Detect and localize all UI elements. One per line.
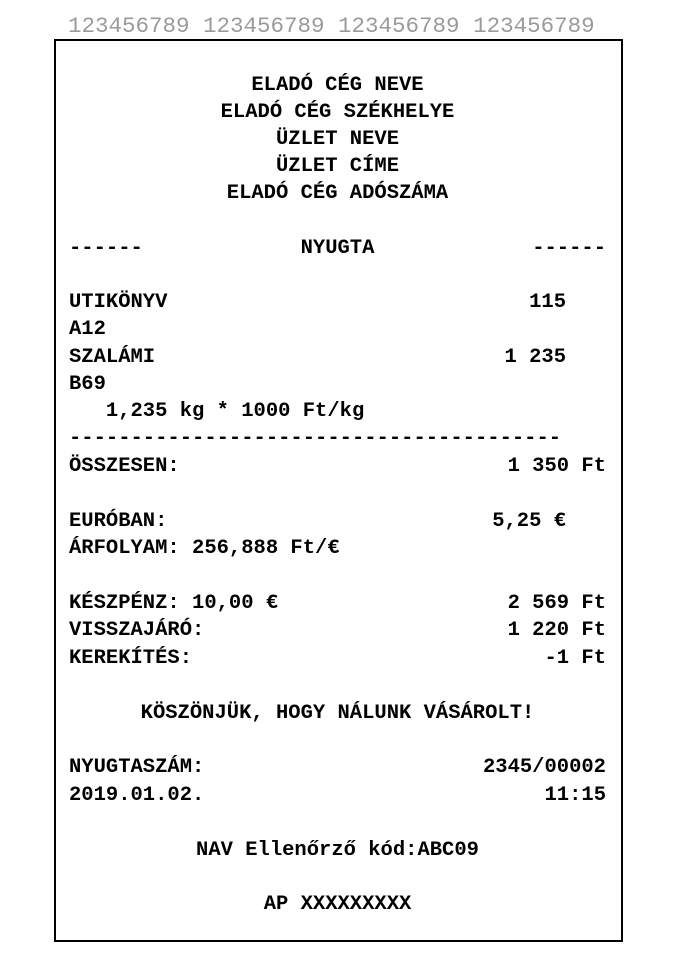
cash-value: 2 569 Ft [507, 592, 606, 615]
item-name: SZALÁMI [69, 346, 156, 369]
company-name: ELADÓ CÉG NEVE [251, 74, 424, 97]
rounding-value: -1 Ft [544, 647, 606, 670]
datetime-row [69, 782, 606, 809]
exchange-rate: ÁRFOLYAM: 256,888 Ft/€ [69, 537, 340, 560]
change-value: 1 220 Ft [507, 619, 606, 642]
item-amount: 115 [529, 291, 566, 314]
receipt-number-label: NYUGTASZÁM: [69, 756, 205, 779]
total-value: 1 350 Ft [507, 455, 606, 478]
total-label: ÖSSZESEN: [69, 455, 180, 478]
thank-you-message: KÖSZÖNJÜK, HOGY NÁLUNK VÁSÁROLT! [140, 702, 535, 725]
receipt-time: 11:15 [544, 784, 606, 807]
receipt-title-row [69, 235, 606, 262]
item-code: A12 [69, 318, 106, 341]
change-label: VISSZAJÁRÓ: [69, 619, 205, 642]
nav-check-code: NAV Ellenőrző kód:ABC09 [196, 839, 479, 862]
tax-number: ELADÓ CÉG ADÓSZÁMA [226, 182, 449, 205]
item-amount: 1 235 [504, 346, 566, 369]
change-row [69, 617, 606, 644]
receipt-date: 2019.01.02. [69, 784, 205, 807]
cash-label: KÉSZPÉNZ: 10,00 € [69, 592, 279, 615]
item-row [69, 289, 606, 316]
receipt [54, 39, 623, 942]
rounding-label: KEREKÍTÉS: [69, 647, 193, 670]
total-row [69, 453, 606, 480]
title-dash-left: ------ [69, 237, 143, 260]
receipt-title: NYUGTA [300, 237, 375, 260]
item-name: UTIKÖNYV [69, 291, 168, 314]
company-seat: ELADÓ CÉG SZÉKHELYE [220, 101, 455, 124]
shop-name: ÜZLET NEVE [275, 128, 400, 151]
separator-line: ---------------------------------------- [69, 427, 562, 450]
rounding-row [69, 645, 606, 672]
ap-code: AP XXXXXXXXX [263, 893, 412, 916]
cash-row [69, 590, 606, 617]
euro-label: EURÓBAN: [69, 510, 168, 533]
receipt-number-value: 2345/00002 [482, 756, 606, 779]
item-code: B69 [69, 373, 106, 396]
character-ruler: 123456789 123456789 123456789 123456789 [68, 13, 595, 39]
title-dash-right: ------ [532, 237, 606, 260]
shop-address: ÜZLET CÍME [275, 155, 400, 178]
receipt-number-row [69, 754, 606, 781]
item-row [69, 344, 606, 371]
euro-row [69, 508, 606, 535]
euro-value: 5,25 € [492, 510, 566, 533]
item-detail: 1,235 kg * 1000 Ft/kg [69, 400, 365, 423]
